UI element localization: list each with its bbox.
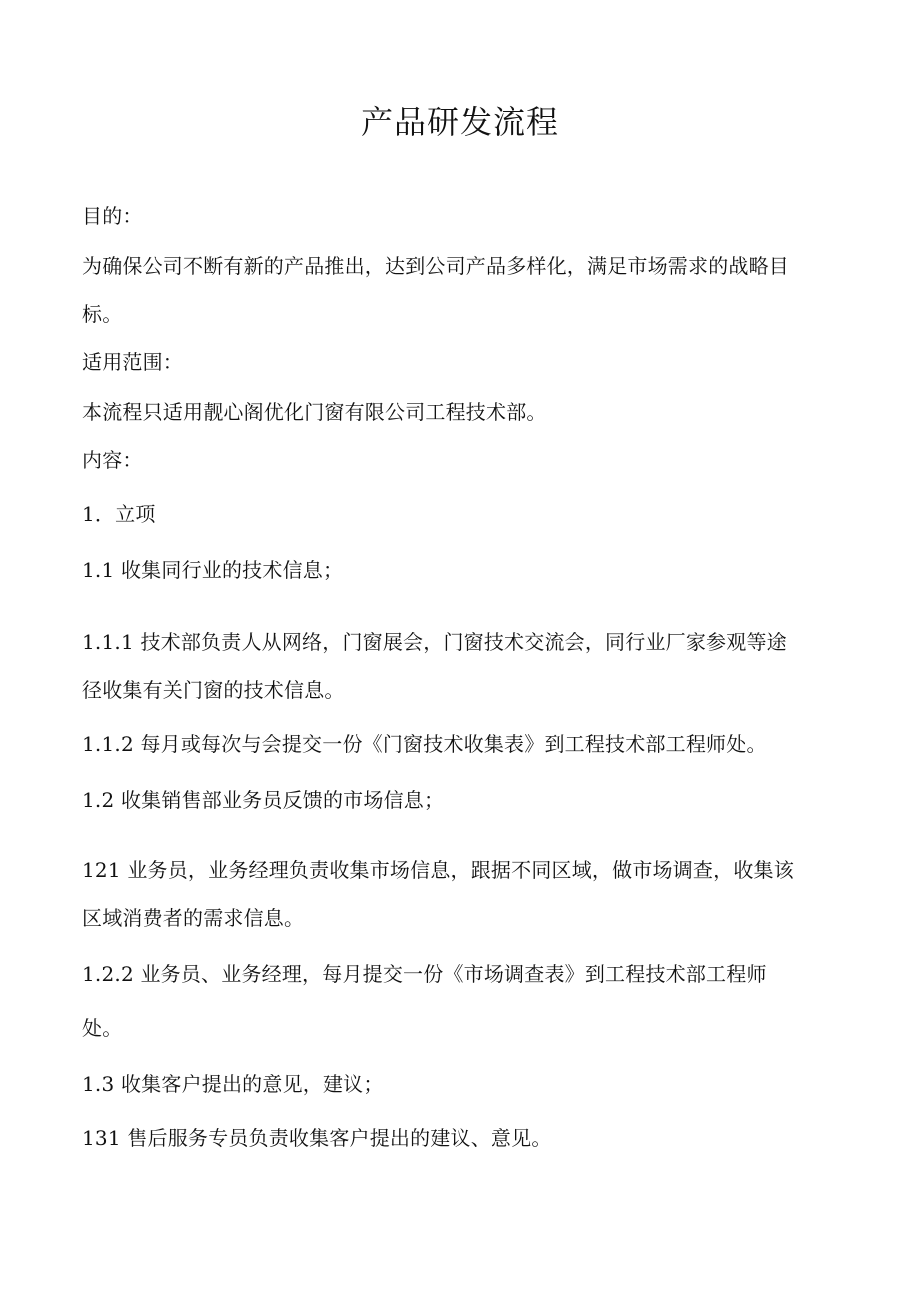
section-heading-purpose: 目的： xyxy=(82,204,143,228)
paragraph-line: 121 业务员，业务经理负责收集市场信息，跟据不同区域，做市场调查，收集该 xyxy=(82,858,794,882)
paragraph-line: 径收集有关门窗的技术信息。 xyxy=(82,678,345,702)
paragraph-line: 本流程只适用靓心阁优化门窗有限公司工程技术部。 xyxy=(82,400,547,424)
paragraph-line: 1.1 收集同行业的技术信息； xyxy=(82,558,344,582)
paragraph-line: 区域消费者的需求信息。 xyxy=(82,906,305,930)
paragraph-line: 1.2.2 业务员、业务经理，每月提交一份《市场调查表》到工程技术部工程师 xyxy=(82,962,767,986)
paragraph-line: 1.1.1 技术部负责人从网络，门窗展会，门窗技术交流会，同行业厂家参观等途 xyxy=(82,630,787,654)
paragraph-line: 标。 xyxy=(82,302,123,326)
paragraph-line: 为确保公司不断有新的产品推出，达到公司产品多样化，满足市场需求的战略目 xyxy=(82,254,789,278)
section-heading-content: 内容： xyxy=(82,448,143,472)
section-heading-scope: 适用范围： xyxy=(82,350,183,374)
paragraph-line: 131 售后服务专员负责收集客户提出的建议、意见。 xyxy=(82,1126,552,1150)
paragraph-line: 1.1.2 每月或每次与会提交一份《门窗技术收集表》到工程技术部工程师处。 xyxy=(82,732,767,756)
document-title: 产品研发流程 xyxy=(360,103,559,141)
paragraph-line: 处。 xyxy=(82,1016,123,1040)
paragraph-line: 1.3 收集客户提出的意见，建议； xyxy=(82,1072,384,1096)
paragraph-line: 1.2 收集销售部业务员反馈的市场信息； xyxy=(82,788,445,812)
section-heading-item: 1．立项 xyxy=(82,502,156,526)
